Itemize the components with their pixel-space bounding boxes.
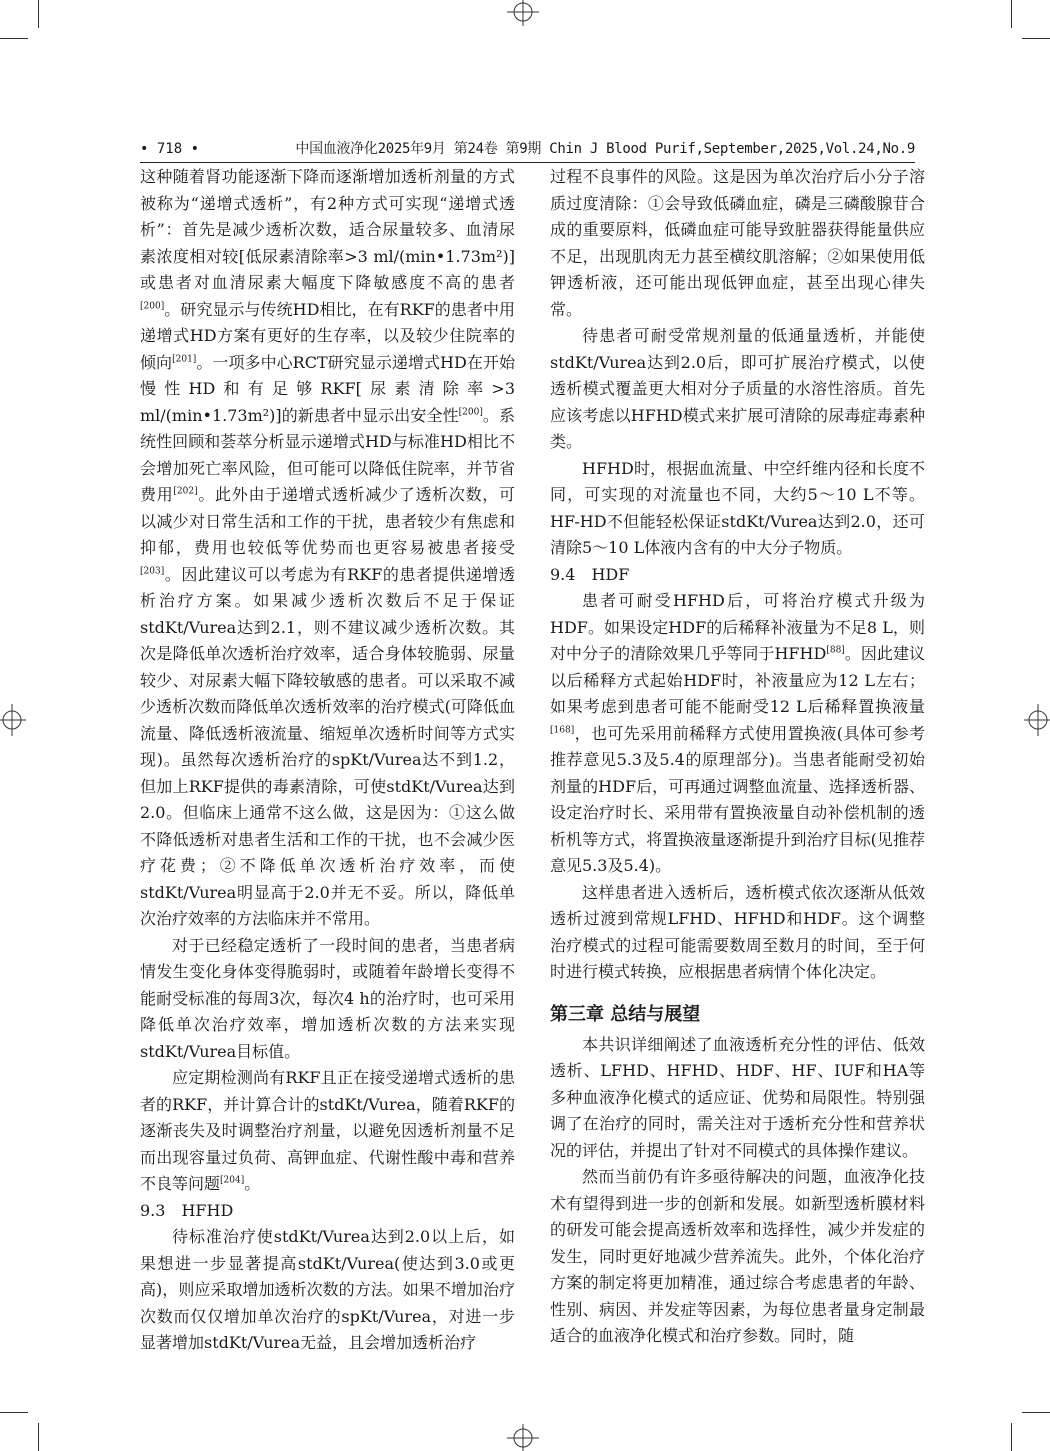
registration-mark-top: [503, 0, 543, 30]
text: 应定期检测尚有RKF且正在接受递增式透析的患者的RKF，并计算合计的stdKt/Vurea，随着RKF的逐渐丧失及时调整治疗剂量，以避免因透析剂量不足而出现容量过负荷、高钾血症、代谢性酸中毒和营养不良等问题: [140, 1068, 515, 1193]
chapter-heading: 第三章 总结与展望: [550, 1003, 701, 1025]
text: ，也可先采用前稀释方式使用置换液(具体可参考推荐意见5.3及5.4的原理部分)。当患者能耐受初始剂量的HDF后，可再通过调整血流量、选择透析器、设定治疗时长、采用带有置换液量自动补偿机制的透析机等方式，将置换液量逐渐提升到治疗目标(见推荐意见5.3及5.4)。: [550, 723, 925, 875]
text: 。研究显示与传统HD相比，在有RKF的患者中用递增式HD方案有更好的生存率，以及较少住院率的倾向: [140, 299, 515, 372]
paragraph: 待标准治疗使stdKt/Vurea达到2.0以上后，如果想进一步显著提高stdKt/Vurea(使达到3.0或更高)，则应采取增加透析次数的方法。如果不增加治疗次数而仅仅增加单次治疗的spKt/Vurea，对进一步显著增加stdKt/Vurea无益，且会增加透析治疗: [140, 1227, 515, 1352]
paragraph: 然而当前仍有许多亟待解决的问题，血液净化技术有望得到进一步的创新和发展。如新型透析膜材料的研发可能会提高透析效率和选择性，减少并发症的发生，同时更好地减少营养流失。此外，个体化治疗方案的制定将更加精准，通过综合考虑患者的年龄、性别、病因、并发症等因素，为每位患者量身定制最适合的血液净化模式和治疗参数。同时，随: [550, 1167, 925, 1345]
crop-mark: [1022, 1412, 1050, 1413]
registration-mark-right: [1020, 700, 1050, 740]
citation: [204]: [220, 1175, 245, 1186]
page-number: • 718 •: [140, 141, 200, 157]
citation: [201]: [172, 354, 197, 365]
paragraph: [550, 588, 925, 880]
citation: [200]: [458, 407, 483, 418]
section-heading: 9.3 HFHD: [140, 1200, 234, 1220]
text: 患者可耐受HFHD后，可将治疗模式升级为HDF。如果设定HDF的后稀释补液量为不足8 L，则对中分子的清除效果几乎等同于HFHD: [550, 591, 925, 663]
paragraph: 对于已经稳定透析了一段时间的患者，当患者病情发生变化身体变得脆弱时，或随着年龄增长变得不能耐受标准的每周3次，每次4 h的治疗时，也可采用降低单次治疗效率，增加透析次数的方法来实现stdKt/Vurea目标值。: [140, 935, 515, 1061]
running-header: [140, 138, 915, 163]
text: 。因此建议以后稀释方式起始HDF时，补液量应为12 L左右；如果考虑到患者可能不能耐受12 L后稀释置换液量: [550, 644, 925, 716]
paragraph: 这样患者进入透析后，透析模式依次逐渐从低效透析过渡到常规LFHD、HFHD和HDF。这个调整治疗模式的过程可能需要数周至数月的时间，至于何时进行模式转换，应根据患者病情个体化决定。: [550, 882, 925, 981]
citation: [202]: [173, 486, 198, 497]
crop-mark: [1011, 0, 1012, 28]
citation: [88]: [826, 645, 845, 656]
citation: [200]: [140, 301, 165, 312]
paragraph: 过程不良事件的风险。这是因为单次治疗后小分子溶质过度清除：①会导致低磷血症，磷是三磷酸腺苷合成的重要原料，低磷血症可能导致脏器获得能量供应不足，出现肌肉无力甚至横纹肌溶解；②如果使用低钾透析液，还可能出现低钾血症，甚至出现心律失常。: [550, 167, 925, 319]
crop-mark: [0, 1412, 28, 1413]
crop-mark: [38, 0, 39, 28]
paragraph: 本共识详细阐述了血液透析充分性的评估、低效透析、LFHD、HFHD、HDF、HF、IUF和HA等多种血液净化模式的适应证、优势和局限性。特别强调了在治疗的同时，需关注对于透析充分性和营养状况的评估，并提出了针对不同模式的具体操作建议。: [550, 1034, 925, 1160]
crop-mark: [1011, 1423, 1012, 1451]
text: 。一项多中心RCT研究显示递增式HD在开始慢性HD和有足够RKF[尿素清除率>3 ml/(min•1.73m²)]的新患者中显示出安全性: [140, 352, 515, 425]
registration-mark-left: [0, 700, 30, 740]
right-column: [550, 164, 925, 1350]
journal-citation: 中国血液净化2025年9月 第24卷 第9期 Chin J Blood Purif,September,2025,Vol.24,No.9: [295, 141, 915, 157]
text: 。系统性回顾和荟萃分析显示递增式HD与标准HD相比不会增加死亡率风险，但可能可以降低住院率，并节省费用: [140, 405, 515, 504]
text: 这种随着肾功能逐渐下降而逐渐增加透析剂量的方式被称为“递增式透析”，有2种方式可实现“递增式透析”：首先是减少透析次数，适合尿量较多、血清尿素浓度相对较[低尿素清除率>3 ml/(min•1.73m²)]或患者对血清尿素大幅度下降敏感度不高的患者: [140, 167, 515, 292]
crop-mark: [1022, 38, 1050, 39]
crop-mark: [38, 1423, 39, 1451]
paragraph: HFHD时，根据血流量、中空纤维内径和长度不同，可实现的对流量也不同，大约5～10 L不等。HF-HD不但能轻松保证stdKt/Vurea达到2.0，还可清除5～10 L体液内含有的中大分子物质。: [550, 458, 925, 557]
text: 。此外由于递增式透析减少了透析次数，可以减少对日常生活和工作的干扰，患者较少有焦虑和抑郁，费用也较低等优势而也更容易被患者接受: [140, 485, 515, 557]
text: 。: [244, 1174, 261, 1193]
crop-mark: [0, 38, 28, 39]
paragraph: 待患者可耐受常规剂量的低通量透析，并能使stdKt/Vurea达到2.0后，即可扩展治疗模式，以使透析模式覆盖更大相对分子质量的水溶性溶质。首先应该考虑以HFHD模式来扩展可清除的尿毒症毒素种类。: [550, 326, 925, 451]
citation: [203]: [140, 566, 165, 577]
citation: [168]: [550, 725, 575, 736]
registration-mark-bottom: [503, 1420, 543, 1451]
paragraph: [140, 164, 515, 933]
left-column: [140, 164, 515, 1357]
text: 。因此建议可以考虑为有RKF的患者提供递增透析治疗方案。如果减少透析次数后不足于保证stdKt/Vurea达到2.1，则不建议减少透析次数。其次是降低单次透析治疗效率，适合身体较脆弱、尿量较少、对尿素大幅下降较敏感的患者。可以采取不减少透析次数而降低单次透析效率的治疗模式(可降低血流量、降低透析液流量、缩短单次透析时间等方式实现)。虽然每次透析治疗的spKt/Vurea达不到1.2，但加上RKF提供的毒素清除，可使stdKt/Vurea达到2.0。但临床上通常不这么做，这是因为：①这么做不降低透析对患者生活和工作的干扰，也不会减少医疗花费；②不降低单次透析治疗效率，而使stdKt/Vurea明显高于2.0并无不妥。所以，降低单次治疗效率的方法临床并不常用。: [140, 564, 515, 928]
section-heading: 9.4 HDF: [550, 564, 630, 584]
paragraph: [140, 1065, 515, 1198]
